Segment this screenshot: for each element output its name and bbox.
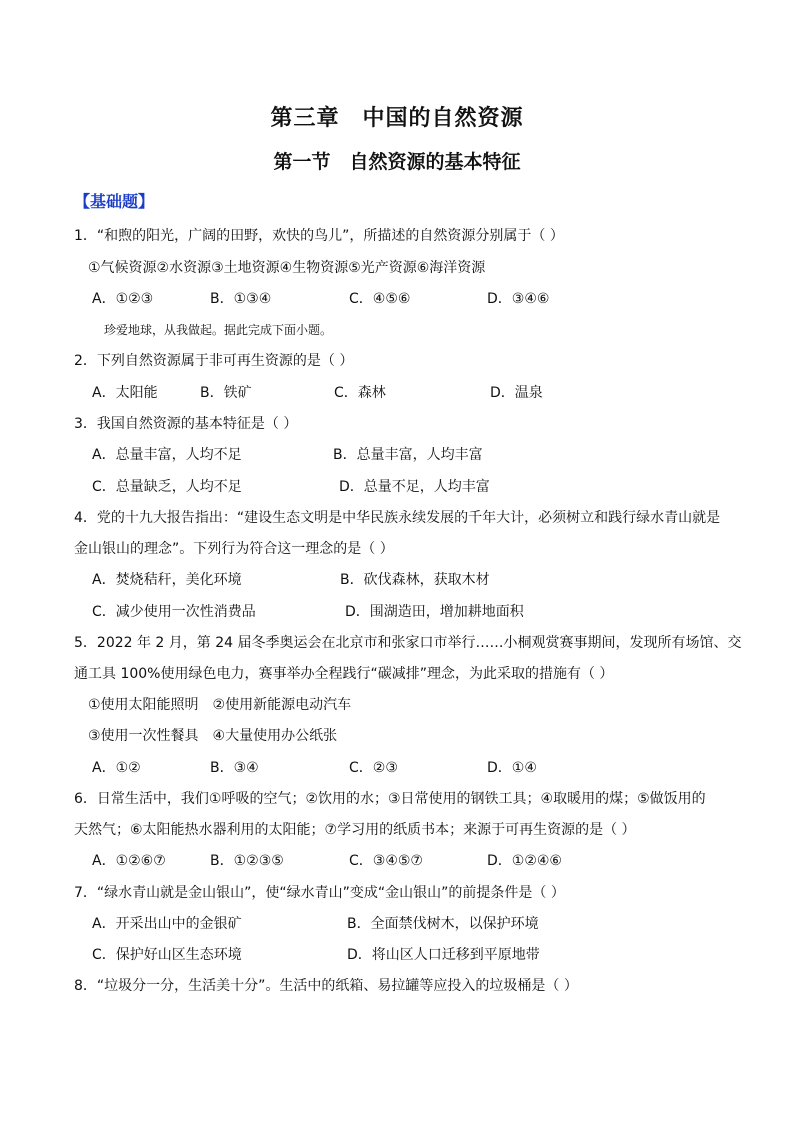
question-3-stem: 3．我国自然资源的基本特征是（ ） (74, 416, 298, 432)
question-6-option-c: C．③④⑤⑦ (349, 853, 423, 869)
question-6-option-d: D．①②④⑥ (487, 853, 562, 869)
question-1-option-d: D．③④⑥ (487, 291, 550, 307)
question-7-option-a: A．开采出山中的金银矿 (92, 916, 242, 932)
question-4-stem-line1: 4．党的十九大报告指出：“建设生态文明是中华民族永续发展的千年大计，必须树立和践行绿水青山就是 (74, 510, 721, 526)
question-5-option-c: C．②③ (349, 760, 398, 776)
question-3-option-a: A．总量丰富，人均不足 (92, 447, 242, 463)
question-4-option-b: B．砍伐森林，获取木材 (340, 572, 490, 588)
question-7-stem: 7．“绿水青山就是金山银山”，使“绿水青山”变成“金山银山”的前提条件是（ ） (74, 885, 565, 901)
question-4-option-c: C．减少使用一次性消费品 (92, 604, 256, 620)
question-5-stem-line2: 通工具 100%使用绿色电力，赛事举办全程践行“碳减排”理念，为此采取的措施有（ ） (74, 666, 614, 682)
question-1-option-a: A．①②③ (92, 291, 154, 307)
chapter-title: 第三章 中国的自然资源 (270, 106, 524, 131)
question-6-stem-line2: 天然气；⑥太阳能热水器利用的太阳能；⑦学习用的纸质书本；来源于可再生资源的是（ ） (74, 822, 636, 838)
question-5-option-b: B．③④ (210, 760, 259, 776)
question-7-option-b: B．全面禁伐树木，以保护环境 (347, 916, 539, 932)
question-3-option-b: B．总量丰富，人均丰富 (333, 447, 483, 463)
question-7-option-c: C．保护好山区生态环境 (92, 947, 242, 963)
question-3-option-c: C．总量缺乏，人均不足 (92, 479, 242, 495)
question-2-stem: 2．下列自然资源属于非可再生资源的是（ ） (74, 353, 354, 369)
section-label: 【基础题】 (74, 192, 155, 211)
question-4-option-a: A．焚烧秸秆，美化环境 (92, 572, 242, 588)
question-5-option-a: A．①② (92, 760, 141, 776)
question-2-option-d: D．温泉 (490, 385, 543, 401)
question-3-option-d: D．总量不足，人均丰富 (339, 479, 490, 495)
question-4-stem-line2: 金山银山的理念”。下列行为符合这一理念的是（ ） (74, 541, 394, 557)
question-5-items-line2: ③使用一次性餐具 ④大量使用办公纸张 (88, 728, 338, 744)
question-4-option-d: D．围湖造田，增加耕地面积 (345, 604, 524, 620)
question-1-stem: 1．“和煦的阳光，广阔的田野，欢快的鸟儿”，所描述的自然资源分别属于（ ） (74, 228, 564, 244)
question-6-option-b: B．①②③⑤ (210, 853, 284, 869)
question-5-items-line1: ①使用太阳能照明 ②使用新能源电动汽车 (88, 697, 352, 713)
question-2-option-c: C．森林 (334, 385, 386, 401)
question-8-stem: 8．“垃圾分一分，生活美十分”。生活中的纸箱、易拉罐等应投入的垃圾桶是（ ） (74, 978, 578, 994)
question-5-option-d: D．①④ (487, 760, 537, 776)
question-2-option-b: B．铁矿 (200, 385, 252, 401)
question-1-option-b: B．①③④ (210, 291, 272, 307)
question-2-option-a: A．太阳能 (92, 385, 158, 401)
question-5-stem-line1: 5．2022 年 2 月，第 24 届冬季奥运会在北京市和张家口市举行……小桐观赏赛事期间，发现所有场馆、交 (74, 635, 742, 651)
question-1-option-c: C．④⑤⑥ (349, 291, 411, 307)
question-7-option-d: D．将山区人口迁移到平原地带 (347, 947, 540, 963)
note-text: 珍爱地球，从我做起。据此完成下面小题。 (104, 323, 333, 337)
question-1-items: ①气候资源②水资源③土地资源④生物资源⑤光产资源⑥海洋资源 (88, 260, 486, 276)
question-6-stem-line1: 6．日常生活中，我们①呼吸的空气；②饮用的水；③日常使用的钢铁工具；④取暖用的煤；⑤做饭用的 (74, 791, 706, 807)
question-6-option-a: A．①②⑥⑦ (92, 853, 166, 869)
section-title: 第一节 自然资源的基本特征 (273, 151, 521, 173)
